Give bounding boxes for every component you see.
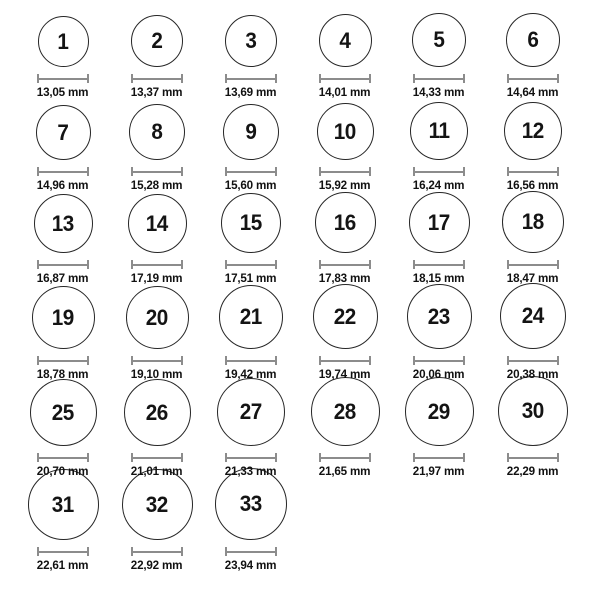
ring-size-cell (486, 376, 580, 478)
ring-size-number: 18 (521, 209, 545, 234)
ring-size-number: 16 (333, 209, 357, 235)
ring-size-number: 4 (339, 27, 351, 53)
ring-size-cell (16, 16, 110, 99)
ring-circle (500, 283, 566, 349)
diameter-measure-line (131, 74, 183, 83)
ring-circle (225, 15, 277, 67)
ring-size-cell (16, 379, 110, 478)
size-row (16, 478, 600, 584)
diameter-measure-line (413, 453, 465, 462)
ring-size-cell (16, 469, 110, 572)
ring-size-number: 28 (333, 398, 357, 424)
ring-circle (410, 102, 468, 160)
ring-circle (30, 379, 97, 446)
size-row (16, 381, 600, 478)
diameter-label: 15,60 mm (225, 178, 277, 192)
diameter-label: 14,96 mm (37, 178, 89, 192)
ring-circle (405, 377, 474, 446)
ring-size-number: 5 (433, 27, 445, 52)
ring-circle (219, 285, 283, 349)
ring-size-cell (16, 286, 110, 381)
diameter-label: 20,70 mm (37, 464, 89, 478)
diameter-label: 14,64 mm (507, 85, 559, 99)
ring-size-number: 11 (428, 118, 450, 143)
ring-circle (412, 13, 466, 67)
ring-size-cell (110, 194, 204, 285)
ring-size-cell (486, 191, 580, 285)
ring-size-cell (110, 379, 204, 478)
diameter-label: 18,78 mm (37, 367, 89, 381)
diameter-label: 22,92 mm (131, 558, 183, 572)
ring-circle (36, 105, 91, 160)
ring-circle (126, 286, 189, 349)
ring-circle (317, 103, 374, 160)
size-row (16, 99, 600, 192)
diameter-measure-line (225, 260, 277, 269)
diameter-measure-line (37, 167, 89, 176)
ring-size-number: 8 (151, 119, 163, 144)
ring-size-number: 3 (245, 28, 257, 53)
ring-size-number: 2 (151, 28, 163, 53)
diameter-measure-line (413, 356, 465, 365)
ring-size-cell (204, 468, 298, 572)
diameter-label: 15,28 mm (131, 178, 183, 192)
diameter-measure-line (37, 547, 89, 556)
ring-circle (32, 286, 95, 349)
diameter-measure-line (507, 74, 559, 83)
diameter-label: 13,69 mm (225, 85, 277, 99)
diameter-measure-line (507, 356, 559, 365)
diameter-label: 16,24 mm (413, 178, 465, 192)
ring-size-number: 24 (521, 303, 545, 328)
diameter-label: 15,92 mm (319, 178, 371, 192)
diameter-label: 17,51 mm (225, 271, 277, 285)
ring-size-number: 22 (333, 303, 357, 329)
ring-circle (409, 192, 470, 253)
diameter-measure-line (225, 547, 277, 556)
diameter-measure-line (319, 260, 371, 269)
ring-circle (221, 193, 281, 253)
ring-size-number: 1 (57, 28, 69, 54)
ring-size-number: 19 (51, 304, 75, 330)
ring-size-number: 20 (145, 304, 169, 330)
ring-size-number: 33 (239, 491, 263, 516)
ring-size-number: 32 (145, 491, 169, 517)
ring-size-number: 12 (521, 118, 545, 143)
ring-size-number: 17 (427, 209, 451, 235)
ring-size-number: 31 (51, 491, 75, 517)
size-row (16, 2, 600, 99)
diameter-measure-line (507, 260, 559, 269)
diameter-label: 14,01 mm (319, 85, 371, 99)
diameter-measure-line (507, 167, 559, 176)
diameter-label: 16,56 mm (507, 178, 559, 192)
ring-size-cell (110, 104, 204, 192)
ring-circle (28, 469, 99, 540)
diameter-measure-line (131, 260, 183, 269)
ring-circle (313, 284, 378, 349)
ring-circle (502, 191, 564, 253)
diameter-label: 17,83 mm (319, 271, 371, 285)
ring-circle (34, 194, 93, 253)
diameter-label: 19,10 mm (131, 367, 183, 381)
ring-size-cell (110, 15, 204, 99)
diameter-measure-line (37, 74, 89, 83)
ring-size-cell (298, 284, 392, 381)
diameter-measure-line (507, 453, 559, 462)
ring-circle (124, 379, 191, 446)
ring-size-cell (392, 13, 486, 99)
ring-size-cell (486, 283, 580, 381)
diameter-label: 13,37 mm (131, 85, 183, 99)
ring-circle (506, 13, 560, 67)
ring-size-cell (16, 194, 110, 285)
ring-size-cell (110, 286, 204, 381)
ring-size-cell (204, 193, 298, 285)
ring-size-cell (392, 102, 486, 192)
diameter-measure-line (319, 74, 371, 83)
ring-size-cell (204, 378, 298, 478)
diameter-measure-line (131, 167, 183, 176)
diameter-measure-line (413, 260, 465, 269)
diameter-measure-line (319, 453, 371, 462)
ring-circle (223, 104, 279, 160)
ring-circle (407, 284, 472, 349)
ring-circle (215, 468, 287, 540)
ring-circle (311, 377, 380, 446)
diameter-label: 21,65 mm (319, 464, 371, 478)
diameter-label: 19,74 mm (319, 367, 371, 381)
ring-size-number: 14 (145, 210, 169, 236)
diameter-label: 22,61 mm (37, 558, 89, 572)
diameter-measure-line (413, 167, 465, 176)
diameter-measure-line (131, 356, 183, 365)
ring-size-cell (392, 284, 486, 381)
diameter-measure-line (131, 547, 183, 556)
diameter-measure-line (225, 356, 277, 365)
ring-size-number: 27 (239, 399, 263, 424)
diameter-measure-line (225, 74, 277, 83)
diameter-label: 20,06 mm (413, 367, 465, 381)
diameter-measure-line (225, 167, 277, 176)
ring-size-cell (204, 104, 298, 192)
ring-size-cell (486, 13, 580, 99)
diameter-measure-line (131, 453, 183, 462)
ring-circle (129, 104, 185, 160)
diameter-label: 22,29 mm (507, 464, 559, 478)
diameter-measure-line (413, 74, 465, 83)
ring-size-cell (204, 285, 298, 381)
ring-size-number: 7 (57, 119, 69, 145)
diameter-label: 14,33 mm (413, 85, 465, 99)
diameter-label: 18,47 mm (507, 271, 559, 285)
ring-size-cell (204, 15, 298, 99)
ring-circle (38, 16, 89, 67)
ring-circle (128, 194, 187, 253)
ring-circle (315, 192, 376, 253)
ring-size-number: 21 (239, 304, 263, 329)
ring-circle (498, 376, 568, 446)
ring-size-cell (298, 103, 392, 192)
size-row (16, 285, 600, 381)
diameter-measure-line (37, 453, 89, 462)
ring-size-number: 23 (427, 303, 451, 329)
ring-size-number: 13 (51, 210, 75, 236)
ring-size-number: 26 (145, 399, 169, 425)
diameter-label: 20,38 mm (507, 367, 559, 381)
diameter-measure-line (225, 453, 277, 462)
ring-circle (217, 378, 285, 446)
diameter-measure-line (319, 167, 371, 176)
ring-size-cell (486, 102, 580, 192)
ring-size-cell (16, 105, 110, 192)
size-row (16, 192, 600, 285)
ring-circle (319, 14, 372, 67)
ring-size-cell (298, 14, 392, 99)
ring-size-cell (298, 192, 392, 285)
diameter-label: 19,42 mm (225, 367, 277, 381)
diameter-measure-line (37, 356, 89, 365)
diameter-label: 21,01 mm (131, 464, 183, 478)
ring-size-number: 15 (239, 210, 263, 235)
ring-size-number: 9 (245, 119, 257, 144)
ring-circle (122, 469, 193, 540)
ring-size-number: 6 (527, 27, 539, 52)
ring-size-cell (392, 377, 486, 478)
diameter-measure-line (319, 356, 371, 365)
diameter-label: 17,19 mm (131, 271, 183, 285)
ring-circle (504, 102, 562, 160)
diameter-label: 21,33 mm (225, 464, 277, 478)
ring-size-cell (110, 469, 204, 572)
diameter-label: 16,87 mm (37, 271, 89, 285)
diameter-label: 13,05 mm (37, 85, 89, 99)
ring-size-cell (392, 192, 486, 285)
diameter-label: 21,97 mm (413, 464, 465, 478)
ring-size-number: 10 (333, 118, 357, 144)
ring-size-number: 29 (427, 398, 451, 424)
ring-size-number: 30 (521, 398, 545, 423)
diameter-label: 18,15 mm (413, 271, 465, 285)
diameter-measure-line (37, 260, 89, 269)
ring-circle (131, 15, 183, 67)
ring-size-cell (298, 377, 392, 478)
diameter-label: 23,94 mm (225, 558, 277, 572)
ring-size-number: 25 (51, 399, 75, 425)
